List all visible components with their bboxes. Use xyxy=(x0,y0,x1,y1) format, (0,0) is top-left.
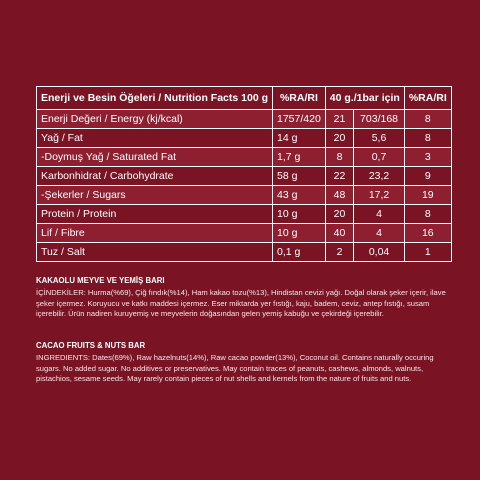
amount-100g: 10 g xyxy=(273,224,326,243)
english-product-title: CACAO FRUITS & NUTS BAR xyxy=(36,341,146,350)
amount-100g: 0,1 g xyxy=(273,243,326,262)
turkish-ingredients xyxy=(36,276,448,320)
ri-percent-bar: 8 xyxy=(404,205,451,224)
nutrient-name: -Şekerler / Sugars xyxy=(37,186,273,205)
ri-percent-100g: 8 xyxy=(325,148,353,167)
amount-per-bar: 23,2 xyxy=(354,167,405,186)
ri-percent-bar: 9 xyxy=(404,167,451,186)
table-row xyxy=(37,110,452,129)
table-row xyxy=(37,205,452,224)
amount-per-bar: 4 xyxy=(354,224,405,243)
amount-per-bar: 703/168 xyxy=(354,110,405,129)
nutrient-name: Protein / Protein xyxy=(37,205,273,224)
table-row xyxy=(37,148,452,167)
amount-per-bar: 0,7 xyxy=(354,148,405,167)
nutrient-name: Tuz / Salt xyxy=(37,243,273,262)
amount-100g: 58 g xyxy=(273,167,326,186)
header-nutrient: Enerji ve Besin Öğeleri / Nutrition Facts 100 g xyxy=(37,87,273,110)
amount-per-bar: 4 xyxy=(354,205,405,224)
nutrient-name: Karbonhidrat / Carbohydrate xyxy=(37,167,273,186)
ri-percent-100g: 21 xyxy=(325,110,353,129)
amount-per-bar: 0,04 xyxy=(354,243,405,262)
header-per-bar: 40 g./1bar için xyxy=(325,87,404,110)
turkish-product-title: KAKAOLU MEYVE VE YEMİŞ BARI xyxy=(36,276,165,285)
amount-100g: 1757/420 xyxy=(273,110,326,129)
english-ingredients xyxy=(36,341,448,385)
ri-percent-bar: 1 xyxy=(404,243,451,262)
amount-per-bar: 17,2 xyxy=(354,186,405,205)
ri-percent-100g: 20 xyxy=(325,205,353,224)
nutrient-name: Lif / Fibre xyxy=(37,224,273,243)
ri-percent-bar: 19 xyxy=(404,186,451,205)
table-row xyxy=(37,224,452,243)
ri-percent-100g: 22 xyxy=(325,167,353,186)
amount-100g: 14 g xyxy=(273,129,326,148)
nutrient-name: Yağ / Fat xyxy=(37,129,273,148)
ri-percent-100g: 20 xyxy=(325,129,353,148)
table-row xyxy=(37,129,452,148)
ri-percent-100g: 40 xyxy=(325,224,353,243)
nutrition-panel xyxy=(36,86,447,262)
table-row xyxy=(37,167,452,186)
header-ri-100g: %RA/RI xyxy=(273,87,326,110)
table-header-row xyxy=(37,87,452,110)
header-ri-bar: %RA/RI xyxy=(404,87,451,110)
turkish-ingredients-text: İÇİNDEKİLER: Hurma(%69), Çiğ fındık(%14), Ham kakao tozu(%13), Hindistan cevizi yağı. Doğal olarak şeker içerir, ilave şeker içermez. Koruyucu ve katkı maddesi içermez. Eser miktarda yer fıstığı, kaju, badem, ceviz, antep fıstığı, susam içerebilir. Ürün nadiren kuruyemiş ve meyvelerin doğasından gelen yemiş kabuğu ve çekirdeği içerebilir. xyxy=(36,288,446,319)
table-row xyxy=(37,186,452,205)
nutrition-table xyxy=(36,86,452,262)
ri-percent-bar: 8 xyxy=(404,110,451,129)
table-row xyxy=(37,243,452,262)
ri-percent-bar: 3 xyxy=(404,148,451,167)
ri-percent-100g: 48 xyxy=(325,186,353,205)
ri-percent-bar: 16 xyxy=(404,224,451,243)
amount-100g: 1,7 g xyxy=(273,148,326,167)
amount-100g: 10 g xyxy=(273,205,326,224)
nutrient-name: Enerji Değeri / Energy (kj/kcal) xyxy=(37,110,273,129)
nutrient-name: -Doymuş Yağ / Saturated Fat xyxy=(37,148,273,167)
english-ingredients-text: INGREDIENTS: Dates(69%), Raw hazelnuts(14%), Raw cacao powder(13%), Coconut oil. Contains naturally occuring sugars. No added sugar. No additives or preservatives. May contain traces of peanuts, cashews, almonds, walnuts, pistachios, sesame seeds. May rarely contain pieces of nut shells and kernels from the nature of fruits and nuts. xyxy=(36,353,434,384)
ri-percent-bar: 8 xyxy=(404,129,451,148)
amount-100g: 43 g xyxy=(273,186,326,205)
ri-percent-100g: 2 xyxy=(325,243,353,262)
amount-per-bar: 5,6 xyxy=(354,129,405,148)
